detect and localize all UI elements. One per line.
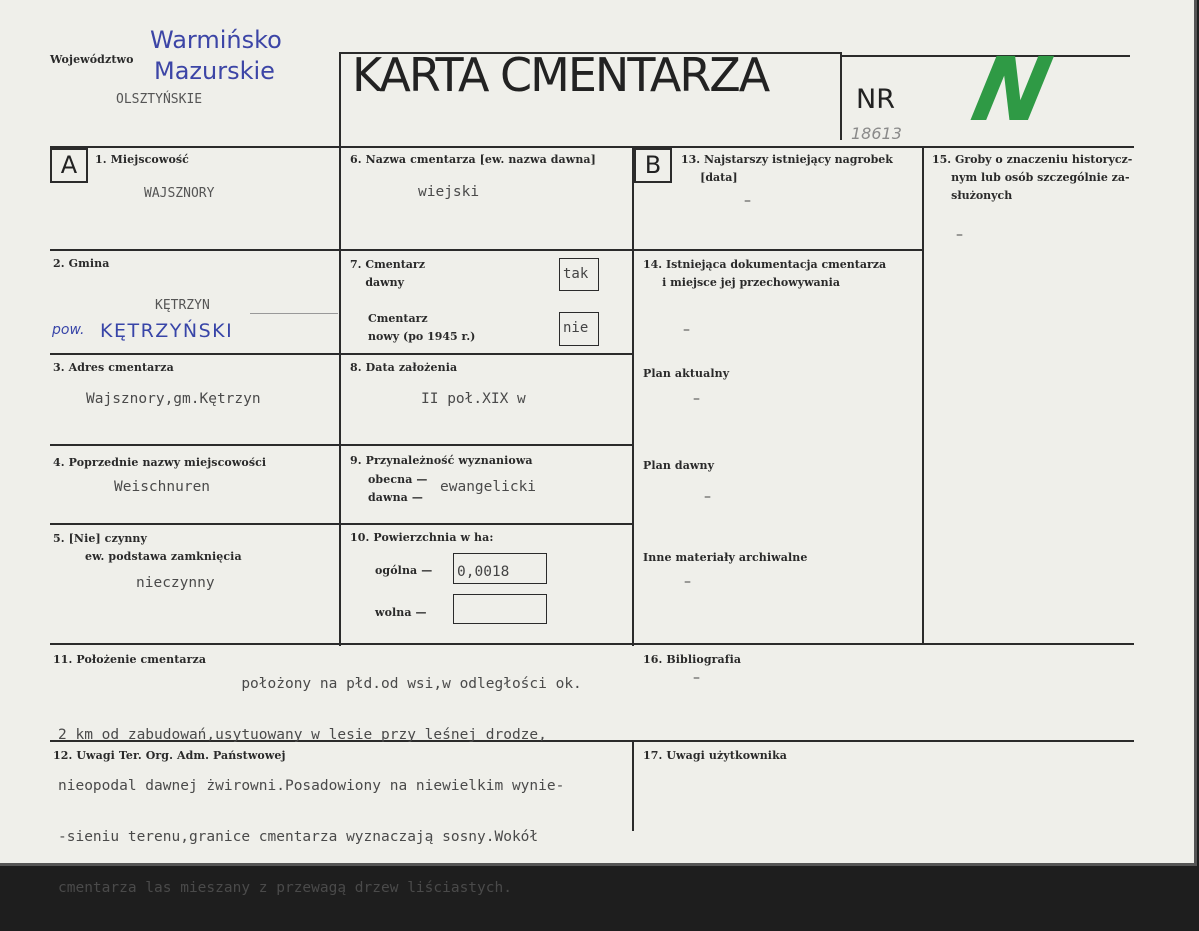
field-9-former-label: dawna —	[368, 491, 423, 504]
field-10-label: 10. Powierzchnia w ha:	[350, 531, 494, 544]
section-a-marker: A	[50, 148, 88, 183]
field-11-line: -sieniu terenu,granice cmentarza wyznaczają sosny.Wokół	[58, 829, 539, 845]
divider	[922, 250, 924, 644]
archives-value: –	[684, 574, 691, 590]
field-16-label: 16. Bibliografia	[643, 653, 742, 666]
field-11-line: cmentarza las mieszany z przewagą drzew liściastych.	[58, 880, 512, 896]
archives-label: Inne materiały archiwalne	[643, 551, 808, 564]
field-1-label: 1. Miejscowość	[95, 153, 189, 166]
field-10-total-label: ogólna —	[375, 564, 433, 577]
field-11-line: nieopodal dawnej żwirowni.Posadowiony na niewielkim wynie-	[58, 778, 565, 794]
field-12-label: 12. Uwagi Ter. Org. Adm. Państwowej	[53, 749, 286, 762]
field-14-value: –	[683, 322, 690, 338]
field-11-line: położony na płd.od wsi,w odległości ok.	[58, 676, 582, 692]
field-6-label: 6. Nazwa cmentarza [ew. nazwa dawna]	[350, 153, 596, 166]
field-9-label: 9. Przynależność wyznaniowa	[350, 454, 533, 467]
field-2-value: KĘTRZYN	[155, 298, 210, 313]
field-2-handwritten-prefix: pow.	[52, 322, 85, 338]
divider	[632, 249, 922, 251]
field-14-label: 14. Istniejąca dokumentacja cmentarza i miejsce jej przechowywania	[643, 258, 887, 289]
section-b-marker: B	[634, 148, 672, 183]
divider	[50, 444, 632, 446]
field-10-total-box: 0,0018	[453, 553, 547, 584]
field-11-label: 11. Położenie cmentarza	[53, 653, 207, 666]
field-7-old-label: 7. Cmentarz dawny	[350, 258, 425, 289]
field-3-label: 3. Adres cmentarza	[53, 361, 174, 374]
field-13-label: 13. Najstarszy istniejący nagrobek [data]	[681, 153, 893, 184]
divider	[50, 353, 632, 355]
plan-current-title: Plan aktualny	[643, 367, 730, 380]
voivodeship-label: Województwo	[50, 53, 134, 66]
field-7-old-box: tak	[559, 258, 599, 291]
field-10-free-label: wolna —	[375, 606, 427, 619]
field-7-new-label: Cmentarz nowy (po 1945 r.)	[368, 312, 476, 343]
divider	[50, 249, 632, 251]
field-1-value: WAJSZNORY	[144, 186, 215, 201]
page-title: KARTA CMENTARZA	[352, 48, 769, 102]
nr-label: NR	[856, 84, 895, 115]
divider	[632, 740, 634, 831]
voivodeship-stamp-line1: Warmińsko	[150, 26, 282, 54]
field-4-label: 4. Poprzednie nazwy miejscowości	[53, 456, 267, 469]
field-11-line: 2 km od zabudowań,usytuowany w lesie przy leśnej drodze,	[58, 727, 547, 743]
field-15-label: 15. Groby o znaczeniu historycz- nym lub osób szczególnie za- służonych	[932, 153, 1133, 202]
field-6-value: wiejski	[418, 184, 480, 200]
plan-old-value: –	[704, 489, 711, 505]
field-17-label: 17. Uwagi użytkownika	[643, 749, 788, 762]
field-15-value: –	[956, 227, 963, 243]
plan-current-value: –	[693, 391, 700, 407]
voivodeship-old-value: OLSZTYŃSKIE	[116, 92, 203, 107]
field-10-free-box	[453, 594, 547, 624]
field-8-value: II poł.XIX w	[421, 391, 526, 407]
divider	[50, 146, 1134, 148]
field-5-value: nieczynny	[136, 575, 215, 591]
divider	[50, 523, 632, 525]
voivodeship-stamp-line2: Mazurskie	[154, 57, 275, 85]
field-2-label: 2. Gmina	[53, 257, 110, 270]
field-7-new-box: nie	[559, 312, 599, 346]
plan-old-label: Plan dawny	[643, 459, 715, 472]
nr-handwritten-number: 18613	[851, 124, 902, 143]
divider	[339, 52, 341, 646]
field-5-label-line2: ew. podstawa zamknięcia	[85, 550, 242, 563]
divider	[632, 146, 634, 646]
field-4-value: Weischnuren	[114, 479, 211, 495]
field-9-current-label: obecna —	[368, 473, 428, 486]
divider	[840, 52, 842, 140]
field-3-value: Wajsznory,gm.Kętrzyn	[86, 391, 261, 407]
field-2-handwritten-value: KĘTRZYŃSKI	[100, 320, 234, 342]
field-11-description	[58, 642, 582, 931]
field-9-value: ewangelicki	[440, 479, 537, 495]
divider	[922, 146, 924, 250]
field-13-value: –	[744, 193, 751, 209]
field-5-label-line1: 5. [Nie] czynny	[53, 532, 148, 545]
field-16-value: –	[693, 670, 700, 686]
green-marker-letter: N	[964, 38, 1060, 141]
divider	[250, 313, 338, 314]
field-8-label: 8. Data założenia	[350, 361, 458, 374]
